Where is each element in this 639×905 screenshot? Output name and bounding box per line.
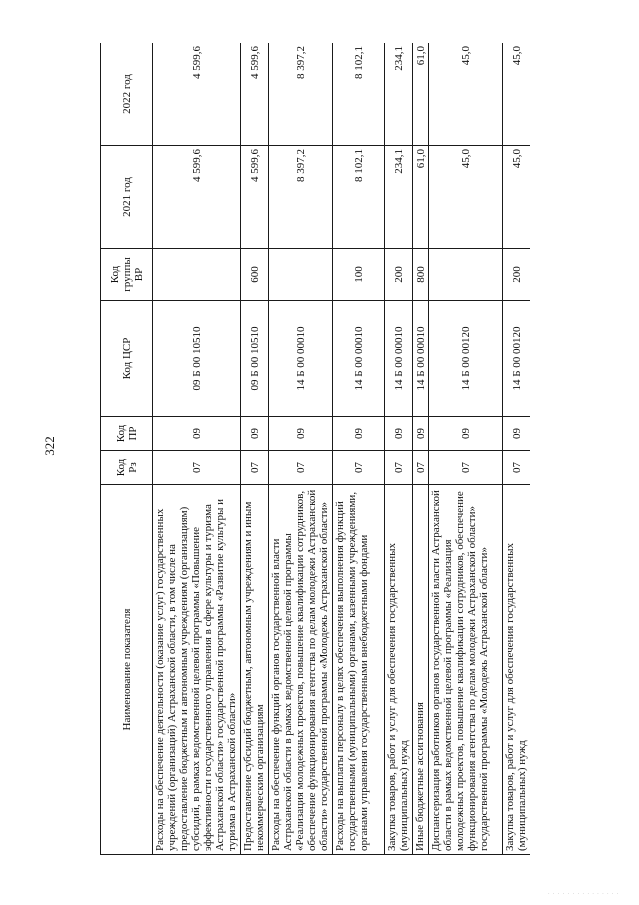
row-csr: 14 Б 00 00120 <box>503 301 531 417</box>
row-2021: 234,1 <box>385 146 413 249</box>
row-name: Расходы на обеспечение деятельности (оказание услуг) государственных учреждений (организаций) Астраханской области, в том числе на предоставление бюджетным и автономным учреждениям (организациям) субсидий, в рамках ведомственной целевой программы «Повышение эффективности государственного управления в сфере культуры и туризма Астраханской области» государственной программы «Развитие культуры и туризма в Астраханской области» <box>153 485 241 855</box>
row-vr <box>429 249 503 301</box>
row-2021: 61,0 <box>413 146 429 249</box>
header-csr: Код ЦСР <box>101 301 153 417</box>
row-pr: 09 <box>269 417 333 451</box>
row-name: Расходы на выплаты персоналу в целях обеспечения выполнения функций государственными (муниципальными) органами, казенными учреждениями, органами управления государственными внебюджетными фондами <box>333 485 385 855</box>
table-row <box>153 43 241 855</box>
header-name: Наименование показателя <box>101 485 153 855</box>
row-csr: 14 Б 00 00010 <box>385 301 413 417</box>
row-rz: 07 <box>241 451 269 485</box>
page-number: 322 <box>41 436 57 456</box>
row-vr: 600 <box>241 249 269 301</box>
scan-artifact-marks: · · · · · · · · · · · · · · · <box>548 892 620 897</box>
header-vr: Код группы ВР <box>101 249 153 301</box>
row-pr: 09 <box>241 417 269 451</box>
row-2022: 61,0 <box>413 43 429 146</box>
row-pr: 09 <box>333 417 385 451</box>
row-csr: 14 Б 00 00120 <box>429 301 503 417</box>
row-name: Диспансеризация работников органов государственной власти Астраханской области в рамках ведомственной целевой программы «Реализация молодежных проектов, повышение квалификации сотрудников, обеспечение функционирования агентства по делам молодежи Астраханской области» государственной программы «Молодежь Астраханской области» <box>429 485 503 855</box>
row-pr: 09 <box>153 417 241 451</box>
row-2022: 45,0 <box>429 43 503 146</box>
row-csr: 14 Б 00 00010 <box>269 301 333 417</box>
table-row <box>503 43 531 855</box>
row-rz: 07 <box>153 451 241 485</box>
row-csr: 09 Б 00 10510 <box>241 301 269 417</box>
row-vr: 200 <box>503 249 531 301</box>
header-2021: 2021 год <box>101 146 153 249</box>
row-rz: 07 <box>429 451 503 485</box>
row-vr: 100 <box>333 249 385 301</box>
row-pr: 09 <box>503 417 531 451</box>
row-name: Закупка товаров, работ и услуг для обеспечения государственных (муниципальных) нужд <box>385 485 413 855</box>
row-rz: 07 <box>385 451 413 485</box>
row-name: Предоставление субсидий бюджетным, автономным учреждениям и иным некоммерческим организациям <box>241 485 269 855</box>
table-row <box>269 43 333 855</box>
row-2021: 45,0 <box>429 146 503 249</box>
row-rz: 07 <box>333 451 385 485</box>
table-row <box>413 43 429 855</box>
header-2022: 2022 год <box>101 43 153 146</box>
row-2022: 4 599,6 <box>241 43 269 146</box>
row-2022: 8 397,2 <box>269 43 333 146</box>
row-vr: 800 <box>413 249 429 301</box>
row-vr <box>269 249 333 301</box>
row-csr: 14 Б 00 00010 <box>413 301 429 417</box>
table-row <box>429 43 503 855</box>
row-2022: 45,0 <box>503 43 531 146</box>
row-2022: 234,1 <box>385 43 413 146</box>
row-2021: 8 397,2 <box>269 146 333 249</box>
row-name: Закупка товаров, работ и услуг для обеспечения государственных (муниципальных) нужд <box>503 485 531 855</box>
row-2022: 8 102,1 <box>333 43 385 146</box>
table-viewport <box>100 43 530 855</box>
row-rz: 07 <box>503 451 531 485</box>
row-rz: 07 <box>413 451 429 485</box>
rotated-table-sheet <box>100 43 530 855</box>
row-pr: 09 <box>385 417 413 451</box>
table-header-row <box>101 43 153 855</box>
table-row <box>385 43 413 855</box>
budget-table <box>100 43 530 855</box>
row-vr <box>153 249 241 301</box>
row-pr: 09 <box>429 417 503 451</box>
row-csr: 14 Б 00 00010 <box>333 301 385 417</box>
row-2021: 4 599,6 <box>241 146 269 249</box>
row-2021: 45,0 <box>503 146 531 249</box>
row-pr: 09 <box>413 417 429 451</box>
table-row <box>241 43 269 855</box>
row-2022: 4 599,6 <box>153 43 241 146</box>
header-pr: Код ПР <box>101 417 153 451</box>
header-rz: Код Рз <box>101 451 153 485</box>
row-rz: 07 <box>269 451 333 485</box>
row-name: Расходы на обеспечение функций органов государственной власти Астраханской области в рамках ведомственной целевой программы «Реализация молодежных проектов, повышение квалификации сотрудников, обеспечение функционирования агентства по делам молодежи Астраханской области» государственной программы «Молодежь Астраханской области» <box>269 485 333 855</box>
row-2021: 4 599,6 <box>153 146 241 249</box>
row-vr: 200 <box>385 249 413 301</box>
row-name: Иные бюджетные ассигнования <box>413 485 429 855</box>
row-csr: 09 Б 00 10510 <box>153 301 241 417</box>
table-row <box>333 43 385 855</box>
row-2021: 8 102,1 <box>333 146 385 249</box>
